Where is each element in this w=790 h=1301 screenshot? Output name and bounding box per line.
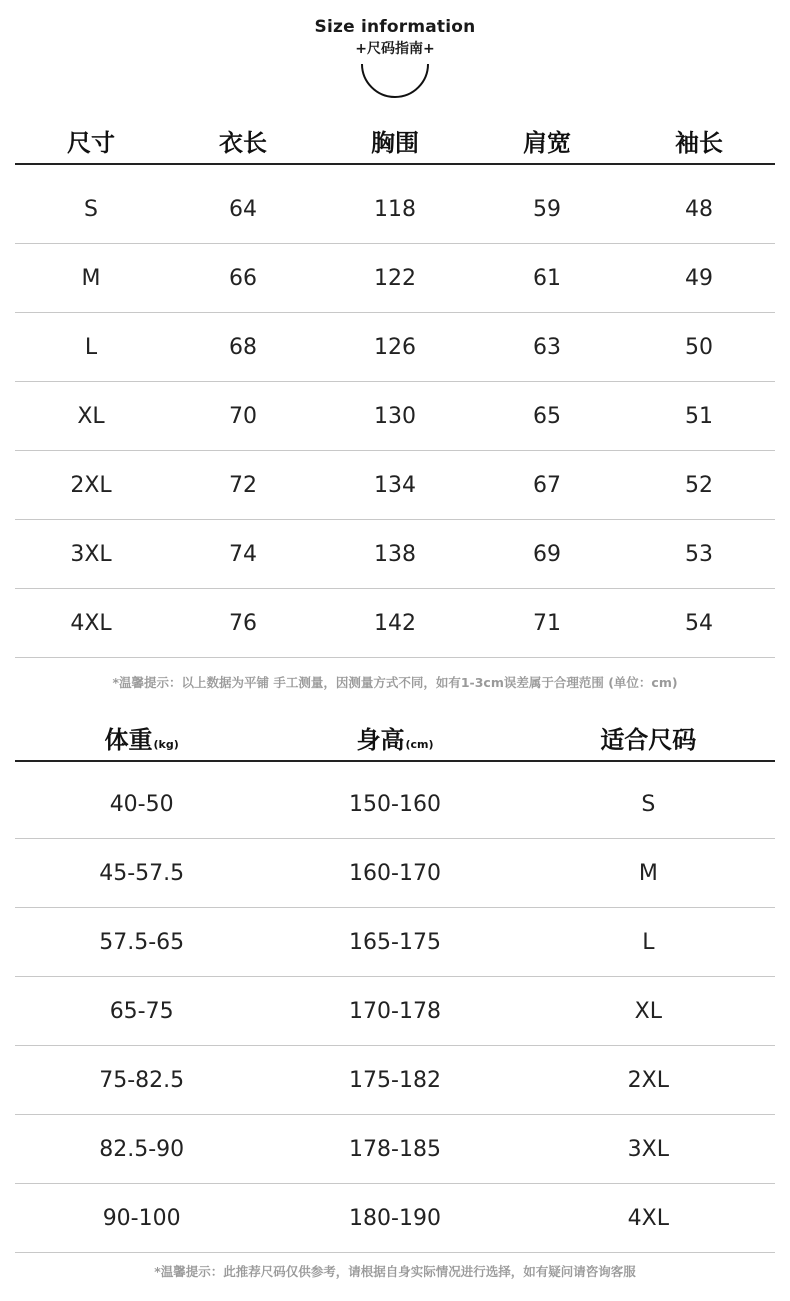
fit-size-cell: XL <box>634 998 662 1024</box>
size-cell: XL <box>77 403 105 429</box>
arc-decoration <box>358 60 432 100</box>
table-row <box>15 1115 775 1184</box>
page-header <box>0 16 790 100</box>
weight-cell: 75-82.5 <box>99 1067 185 1093</box>
sleeve-cell: 49 <box>685 265 713 291</box>
table-row <box>15 451 775 520</box>
column-header-weight <box>15 720 268 755</box>
chest-cell: 138 <box>374 541 416 567</box>
sleeve-cell: 50 <box>685 334 713 360</box>
fit-size-cell: 2XL <box>627 1067 669 1093</box>
table-row <box>15 1184 775 1253</box>
shoulder-cell: 65 <box>533 403 561 429</box>
fit-size-cell: M <box>638 860 658 886</box>
sleeve-cell: 53 <box>685 541 713 567</box>
column-header-size: 尺寸 <box>67 128 115 157</box>
shoulder-cell: 63 <box>533 334 561 360</box>
fit-size-cell: L <box>642 929 655 955</box>
weight-cell: 65-75 <box>109 998 174 1024</box>
page-title: Size information <box>314 17 476 37</box>
weight-cell: 57.5-65 <box>99 929 185 955</box>
height-cell: 180-190 <box>349 1205 441 1231</box>
size-cell: S <box>84 196 98 222</box>
fit-size-cell: 3XL <box>627 1136 669 1162</box>
column-header-fit-size-label: 适合尺码 <box>600 725 697 754</box>
height-cell: 175-182 <box>349 1067 441 1093</box>
size-cell: 2XL <box>70 472 112 498</box>
length-cell: 70 <box>229 403 257 429</box>
header-arc <box>0 60 790 100</box>
height-cell: 150-160 <box>349 791 441 817</box>
length-cell: 68 <box>229 334 257 360</box>
shoulder-cell: 61 <box>533 265 561 291</box>
weight-cell: 40-50 <box>109 791 174 817</box>
weight-cell: 90-100 <box>102 1205 181 1231</box>
size-cell: 4XL <box>70 610 112 636</box>
sleeve-cell: 48 <box>685 196 713 222</box>
shoulder-cell: 59 <box>533 196 561 222</box>
column-header-height-label: 身高 <box>356 725 405 754</box>
column-header-shoulder: 肩宽 <box>523 128 571 157</box>
column-header-length: 衣长 <box>219 128 267 157</box>
table-row <box>15 977 775 1046</box>
table-row <box>15 175 775 244</box>
table-body <box>15 175 775 658</box>
table-header-row <box>15 714 775 762</box>
size-cell: M <box>81 265 101 291</box>
length-cell: 72 <box>229 472 257 498</box>
fit-size-cell: S <box>641 791 656 817</box>
shoulder-cell: 71 <box>533 610 561 636</box>
height-cell: 178-185 <box>349 1136 441 1162</box>
column-header-fit-size <box>522 720 775 755</box>
table-row <box>15 382 775 451</box>
size-cell: 3XL <box>70 541 112 567</box>
length-cell: 64 <box>229 196 257 222</box>
measurement-note: *温馨提示：以上数据为平铺 手工测量，因测量方式不同，如有1-3cm误差属于合理范围 (单位：cm) <box>112 675 678 690</box>
column-header-weight-unit: (kg) <box>153 737 179 751</box>
table-row <box>15 313 775 382</box>
sleeve-cell: 52 <box>685 472 713 498</box>
table-row <box>15 520 775 589</box>
weight-cell: 45-57.5 <box>99 860 185 886</box>
chest-cell: 142 <box>374 610 416 636</box>
shoulder-cell: 67 <box>533 472 561 498</box>
fit-size-cell: 4XL <box>627 1205 669 1231</box>
column-header-weight-label: 体重 <box>104 725 153 754</box>
table-header-row <box>15 117 775 165</box>
length-cell: 66 <box>229 265 257 291</box>
sleeve-cell: 51 <box>685 403 713 429</box>
height-cell: 160-170 <box>349 860 441 886</box>
column-header-height-unit: (cm) <box>405 737 434 751</box>
size-recommendation-table <box>15 714 775 1253</box>
table-row <box>15 244 775 313</box>
column-header-sleeve: 袖长 <box>675 128 723 157</box>
column-header-height <box>268 720 521 755</box>
table-row <box>15 908 775 977</box>
size-cell: L <box>84 334 98 360</box>
table-body <box>15 770 775 1253</box>
length-cell: 76 <box>229 610 257 636</box>
chest-cell: 130 <box>374 403 416 429</box>
recommendation-note: *温馨提示：此推荐尺码仅供参考，请根据自身实际情况进行选择，如有疑问请咨询客服 <box>154 1264 636 1279</box>
page-subtitle: +尺码指南+ <box>355 41 435 57</box>
length-cell: 74 <box>229 541 257 567</box>
chest-cell: 122 <box>374 265 416 291</box>
chest-cell: 134 <box>374 472 416 498</box>
table-row <box>15 839 775 908</box>
chest-cell: 118 <box>374 196 416 222</box>
table-row <box>15 589 775 658</box>
height-cell: 170-178 <box>349 998 441 1024</box>
weight-cell: 82.5-90 <box>99 1136 185 1162</box>
height-cell: 165-175 <box>349 929 441 955</box>
table-row <box>15 1046 775 1115</box>
sleeve-cell: 54 <box>685 610 713 636</box>
chest-cell: 126 <box>374 334 416 360</box>
table-row <box>15 770 775 839</box>
size-measurement-table <box>15 117 775 658</box>
shoulder-cell: 69 <box>533 541 561 567</box>
column-header-chest: 胸围 <box>371 128 419 157</box>
